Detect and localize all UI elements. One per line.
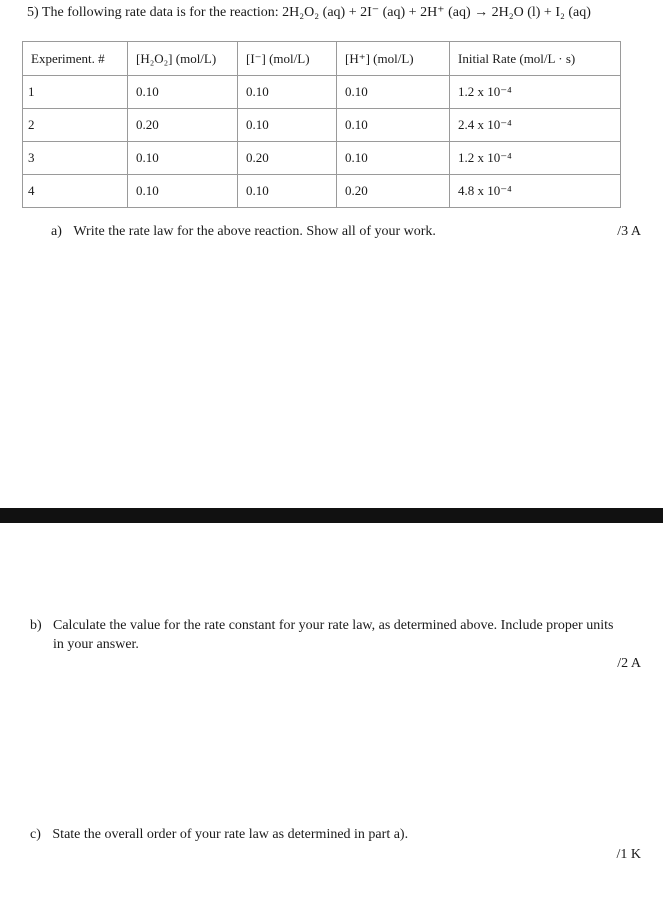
- question-title: [27, 4, 591, 21]
- part-a-label: a): [51, 224, 62, 239]
- table-cell: 1.2 x 10⁻⁴: [450, 142, 621, 175]
- table-cell: 1: [23, 76, 128, 109]
- table-cell: 0.10: [128, 76, 238, 109]
- table-cell: 0.20: [238, 142, 337, 175]
- header-experiment: Experiment. #: [23, 42, 128, 76]
- question-number: 5): [27, 5, 39, 20]
- answer-area-c[interactable]: [22, 868, 642, 913]
- table-cell: 0.10: [128, 142, 238, 175]
- part-a-text: Write the rate law for the above reaction. Show all of your work.: [73, 224, 436, 239]
- table-row: [23, 175, 621, 208]
- page-divider-bar: [0, 508, 663, 523]
- table-cell: 2: [23, 109, 128, 142]
- table-row: [23, 109, 621, 142]
- table-cell: 1.2 x 10⁻⁴: [450, 76, 621, 109]
- table-cell: 0.10: [337, 142, 450, 175]
- table-cell: 0.10: [238, 109, 337, 142]
- table-cell: 4: [23, 175, 128, 208]
- table-cell: 0.20: [128, 109, 238, 142]
- part-c-label: c): [30, 827, 41, 842]
- part-a-question: [51, 224, 436, 240]
- part-c-question: [30, 827, 408, 843]
- table-cell: 0.10: [128, 175, 238, 208]
- part-c-marks: /1 K: [616, 847, 641, 862]
- table-cell: 0.10: [337, 76, 450, 109]
- header-iodide: [I⁻] (mol/L): [238, 42, 337, 76]
- rate-data-table: [22, 41, 621, 208]
- part-c-text: State the overall order of your rate law as determined in part a).: [52, 827, 409, 842]
- header-h2o2: [H₂O₂] (mol/L): [128, 42, 238, 76]
- answer-area-a[interactable]: [22, 250, 642, 500]
- table-row: [23, 142, 621, 175]
- answer-area-b[interactable]: [22, 680, 642, 815]
- part-b-text-line1: Calculate the value for the rate constant for your rate law, as determined above. Include proper units: [53, 618, 614, 633]
- table-cell: 3: [23, 142, 128, 175]
- table-cell: 0.20: [337, 175, 450, 208]
- table-header-row: [23, 42, 621, 76]
- table-cell: 0.10: [337, 109, 450, 142]
- table-cell: 4.8 x 10⁻⁴: [450, 175, 621, 208]
- table-cell: 0.10: [238, 76, 337, 109]
- part-b-label: b): [30, 618, 42, 633]
- table-cell: 2.4 x 10⁻⁴: [450, 109, 621, 142]
- table-cell: 0.10: [238, 175, 337, 208]
- part-a-marks: /3 A: [617, 224, 641, 239]
- header-hydrogen: [H⁺] (mol/L): [337, 42, 450, 76]
- reaction-equation: 2H₂O₂ (aq) + 2I⁻ (aq) + 2H⁺ (aq) → 2H₂O (l) + I₂ (aq): [282, 5, 591, 20]
- part-b-marks: /2 A: [617, 656, 641, 671]
- header-initial-rate: Initial Rate (mol/L · s): [450, 42, 621, 76]
- table-row: [23, 76, 621, 109]
- part-b-text-line2: in your answer.: [53, 637, 139, 652]
- question-intro: The following rate data is for the reaction:: [41, 5, 279, 20]
